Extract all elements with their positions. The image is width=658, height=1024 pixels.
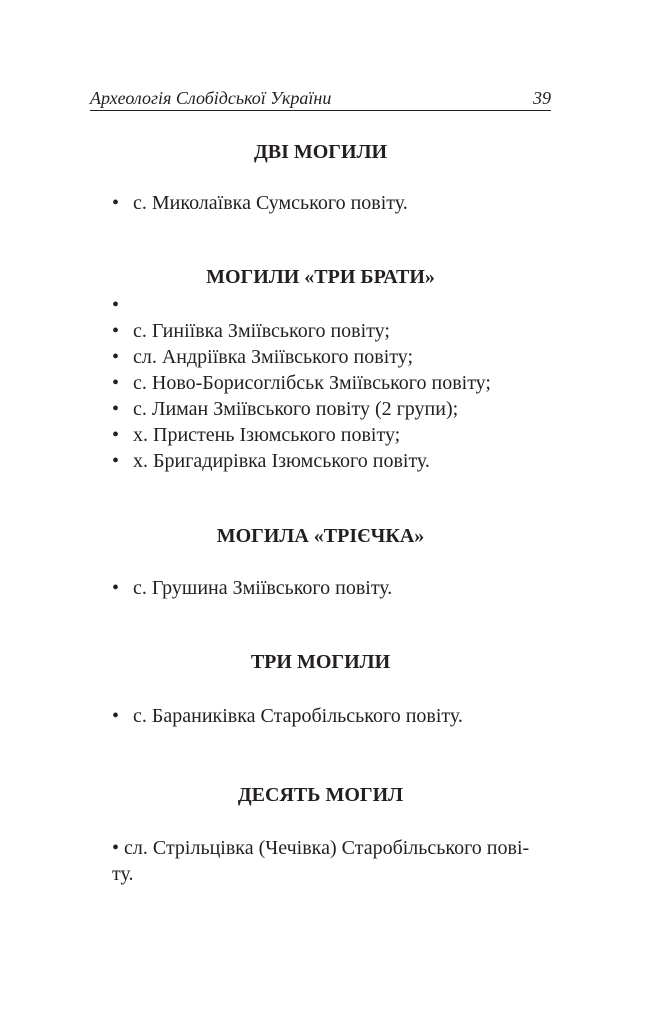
section-heading: ТРИ МОГИЛИ <box>250 651 391 673</box>
bullet: • <box>112 294 120 316</box>
section-list <box>112 835 552 887</box>
list-item <box>112 575 392 601</box>
section-list <box>112 190 408 216</box>
bullet: • <box>112 320 120 342</box>
bullet: • <box>112 424 120 446</box>
item-text: сл. Стрільцівка (Чечівка) Старобільського пові- ту. <box>112 837 530 885</box>
header-title: Археологія Слобідської України <box>90 88 332 108</box>
section-list <box>112 575 392 601</box>
section-heading: МОГИЛА «ТРІЄЧКА» <box>216 525 425 547</box>
item-text: с. Ново-Борисоглібськ Зміївського повіту; <box>133 372 491 394</box>
item-text: х. Пристень Ізюмського повіту; <box>133 424 401 446</box>
item-text: с. Лиман Зміївського повіту (2 групи); <box>133 398 459 420</box>
list-item <box>112 292 491 318</box>
section-list <box>112 292 491 474</box>
list-item <box>112 190 408 216</box>
section-heading: ДВІ МОГИЛИ <box>253 141 388 163</box>
item-text: х. Бригадирівка Ізюмського повіту. <box>133 450 430 472</box>
bullet: • <box>112 705 120 727</box>
list-item <box>112 422 491 448</box>
list-item <box>112 703 463 729</box>
bullet: • <box>112 450 120 472</box>
item-text: с. Миколаївка Сумського повіту. <box>133 192 408 214</box>
section-heading: ДЕСЯТЬ МОГИЛ <box>237 784 404 806</box>
section-heading: МОГИЛИ «ТРИ БРАТИ» <box>206 266 435 288</box>
running-header <box>90 86 551 111</box>
bullet: • <box>112 372 120 394</box>
item-text: сл. Андріївка Зміївського повіту; <box>133 346 414 368</box>
list-item <box>112 344 491 370</box>
list-item <box>112 448 491 474</box>
bullet: • <box>112 346 120 368</box>
bullet: • <box>112 398 120 420</box>
item-text: с. Грушина Зміївського повіту. <box>133 577 393 599</box>
list-item <box>112 370 491 396</box>
page-number: 39 <box>533 88 551 108</box>
list-item <box>112 835 552 887</box>
list-item <box>112 396 491 422</box>
item-text: с. Бараниківка Старобільського повіту. <box>133 705 463 727</box>
bullet: • <box>112 837 120 859</box>
section-list <box>112 703 463 729</box>
bullet: • <box>112 192 120 214</box>
bullet: • <box>112 577 120 599</box>
item-text: с. Гиніївка Зміївського повіту; <box>133 320 390 342</box>
list-item <box>112 318 491 344</box>
